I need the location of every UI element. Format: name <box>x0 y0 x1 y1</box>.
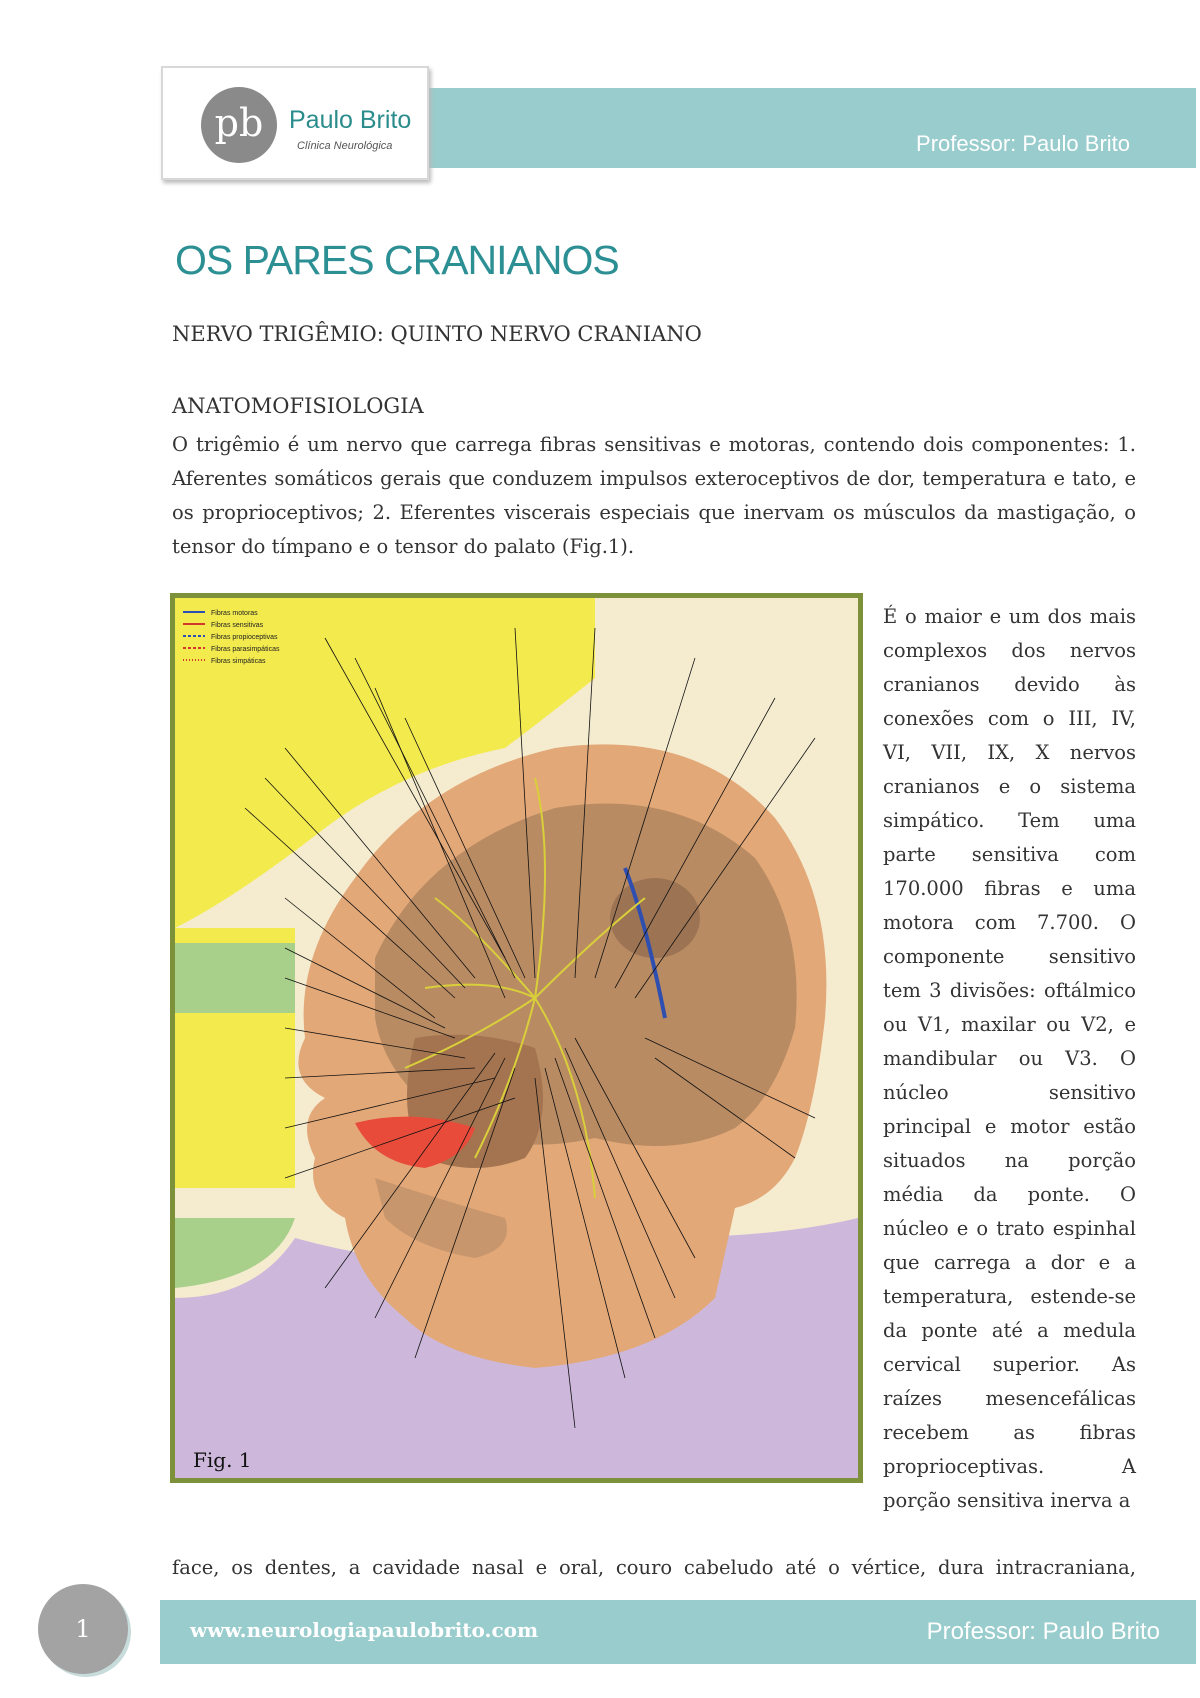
legend-entry: Fibras propioceptivas <box>211 634 278 641</box>
intro-paragraph: O trigêmio é um nervo que carrega fibras sensitivas e motoras, contendo dois componentes: 1. Aferentes somáticos gerais que conduzem impulsos exteroceptivos de dor, temperatura e tato, e os proprioceptivos; 2. Eferentes viscerais especiais que inervam os músculos da mastigação, o tensor do tímpano e o tensor do palato (Fig.1). <box>172 433 1136 558</box>
section-heading: ANATOMOFISIOLOGIA <box>172 394 424 418</box>
body-continuation: face, os dentes, a cavidade nasal e oral, couro cabeludo até o vértice, dura intracraniana, <box>172 1556 1136 1579</box>
legend-entry: Fibras sensitivas <box>211 622 264 629</box>
legend-entry: Fibras motoras <box>211 610 258 617</box>
side-paragraph: É o maior e um dos mais complexos dos nervos cranianos devido às conexões com o III, IV, VI, VII, IX, X nervos cranianos e o sistema simpático. Tem uma parte sensitiva com 170.000 fibras e uma motora com 7.700. O componente sensitivo tem 3 divisões: oftálmico ou V1, maxilar ou V2, e mandibular ou V3. O núcleo sensitivo principal e motor estão situados na porção média da ponte. O núcleo e o trato espinhal que carrega a dor e a temperatura, estende-se da ponte até a medula cervical superior. As raízes mesencefálicas recebem as fibras proprioceptivas. A porção sensitiva inerva a <box>883 605 1136 1512</box>
legend-entry: Fibras parasimpáticas <box>211 646 280 653</box>
footer-professor: Professor: Paulo Brito <box>926 1618 1160 1645</box>
logo-mark: pb <box>201 87 277 163</box>
footer-website-link[interactable]: www.neurologiapaulobrito.com <box>190 1618 539 1642</box>
page-subtitle: NERVO TRIGÊMIO: QUINTO NERVO CRANIANO <box>172 322 702 346</box>
page-title: OS PARES CRANIANOS <box>175 237 619 283</box>
footer-band <box>160 1600 1196 1664</box>
logo-subtitle: Clínica Neurológica <box>297 140 393 152</box>
trigeminal-nerve-illustration <box>175 598 858 1478</box>
figure-caption: Fig. 1 <box>193 1448 252 1472</box>
logo-name: Paulo Brito <box>289 106 412 134</box>
page-number: 1 <box>38 1584 128 1674</box>
logo <box>161 66 429 180</box>
anatomy-figure <box>170 593 863 1483</box>
header-professor: Professor: Paulo Brito <box>916 131 1130 156</box>
legend-entry: Fibras simpáticas <box>211 658 266 665</box>
